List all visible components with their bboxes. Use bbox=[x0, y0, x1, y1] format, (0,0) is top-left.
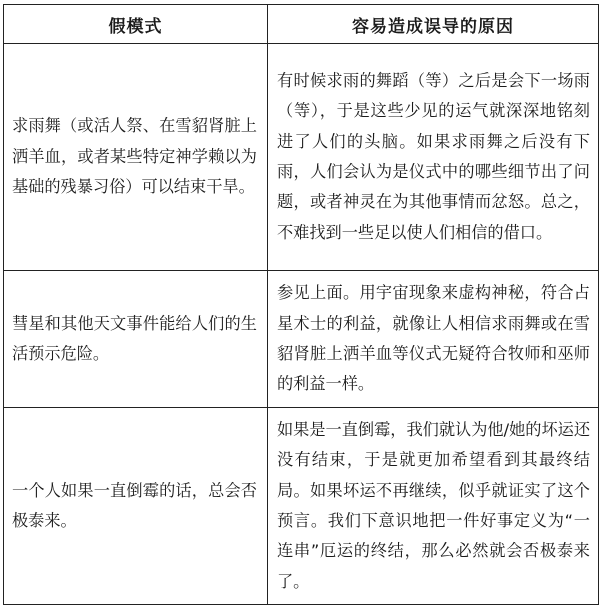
pattern-cell: 彗星和其他天文事件能给人们的生活预示危险。 bbox=[4, 271, 268, 408]
header-row bbox=[4, 5, 599, 44]
table-row bbox=[4, 271, 599, 408]
reason-cell: 如果是一直倒霉，我们就认为他/她的坏运还没有结束，于是就更加希望看到其最终结局。如果坏运不再继续，似乎就证实了这个预言。我们下意识地把一件好事定义为“一连串”厄运的终结，那么必然就会否极泰来了。 bbox=[268, 408, 599, 605]
header-misleading-reason: 容易造成误导的原因 bbox=[268, 5, 599, 44]
table-row bbox=[4, 44, 599, 271]
fallacy-table bbox=[3, 4, 599, 605]
table-row bbox=[4, 408, 599, 605]
reason-cell: 有时候求雨的舞蹈（等）之后是会下一场雨（等），于是这些少见的运气就深深地铭刻进了人们的头脑。如果求雨舞之后没有下雨，人们会认为是仪式中的哪些细节出了问题，或者神灵在为其他事情而忿怒。总之，不难找到一些足以使人们相信的借口。 bbox=[268, 44, 599, 271]
pattern-cell: 求雨舞（或活人祭、在雪貂肾脏上洒羊血，或者某些特定神学赖以为基础的残暴习俗）可以结束干旱。 bbox=[4, 44, 268, 271]
pattern-cell: 一个人如果一直倒霉的话，总会否极泰来。 bbox=[4, 408, 268, 605]
header-false-pattern: 假模式 bbox=[4, 5, 268, 44]
reason-cell: 参见上面。用宇宙现象来虚构神秘，符合占星术士的利益，就像让人相信求雨舞或在雪貂肾脏上洒羊血等仪式无疑符合牧师和巫师的利益一样。 bbox=[268, 271, 599, 408]
